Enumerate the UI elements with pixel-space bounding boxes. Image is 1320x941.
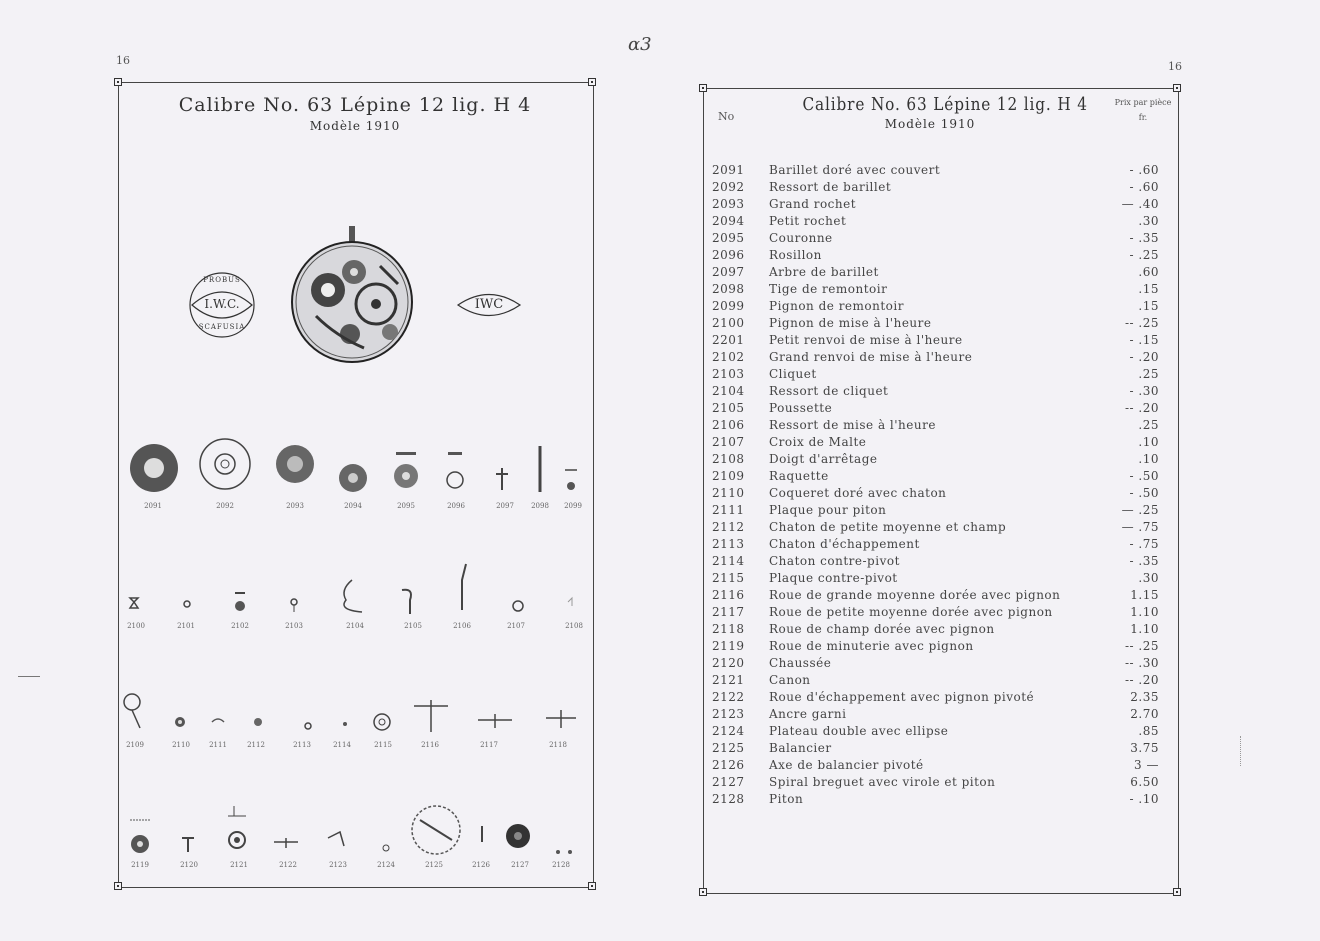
part-label: 2104	[346, 622, 364, 630]
part-price: - .75	[1129, 536, 1159, 551]
part-number: 2114	[712, 553, 745, 568]
part-label: 2128	[552, 861, 570, 869]
probus-scafusia-logo	[188, 271, 256, 339]
part-price: - .30	[1129, 383, 1159, 398]
part-price: .25	[1138, 417, 1159, 432]
part-number: 2100	[712, 315, 745, 330]
frame-corner	[588, 882, 596, 890]
part-label: 2111	[209, 741, 227, 749]
part-label: 2115	[374, 741, 392, 749]
table-row	[712, 399, 1159, 416]
scan-mark	[18, 676, 40, 677]
logo-bottom-text: SCAFUSIA	[198, 323, 246, 331]
part-price: - .35	[1129, 553, 1159, 568]
part-price: - .50	[1129, 468, 1159, 483]
part-name: Roue de champ dorée avec pignon	[769, 621, 995, 636]
part-name: Coqueret doré avec chaton	[769, 485, 947, 500]
parts-price-list	[712, 161, 1159, 807]
part-name: Ancre garni	[769, 706, 847, 721]
movement-illustration	[290, 226, 416, 366]
table-row	[712, 450, 1159, 467]
part-price: .10	[1138, 434, 1159, 449]
part-number: 2122	[712, 689, 745, 704]
part-price: - .60	[1129, 162, 1159, 177]
part-number: 2094	[712, 213, 745, 228]
table-row	[712, 348, 1159, 365]
parts-row-2-drawings	[124, 560, 584, 620]
logo-center-text: I.W.C.	[204, 297, 240, 311]
part-price: -- .20	[1124, 400, 1159, 415]
table-row	[712, 535, 1159, 552]
part-name: Doigt d'arrêtage	[769, 451, 878, 466]
part-name: Roue de petite moyenne dorée avec pignon	[769, 604, 1053, 619]
part-label: 2091	[144, 502, 162, 510]
part-name: Barillet doré avec couvert	[769, 162, 941, 177]
part-price: - .15	[1129, 332, 1159, 347]
part-name: Croix de Malte	[769, 434, 867, 449]
part-label: 2094	[344, 502, 362, 510]
part-price: .30	[1138, 213, 1159, 228]
part-price: -- .30	[1124, 655, 1159, 670]
part-label: 2093	[286, 502, 304, 510]
table-row	[712, 161, 1159, 178]
part-label: 2120	[180, 861, 198, 869]
part-price: 2.70	[1130, 706, 1159, 721]
part-number: 2115	[712, 570, 745, 585]
part-price: .15	[1138, 281, 1159, 296]
part-name: Pignon de mise à l'heure	[769, 315, 932, 330]
part-number: 2127	[712, 774, 745, 789]
part-price: 1.15	[1130, 587, 1159, 602]
part-name: Couronne	[769, 230, 833, 245]
part-number: 2105	[712, 400, 745, 415]
part-label: 2113	[293, 741, 311, 749]
table-row	[712, 552, 1159, 569]
part-number: 2093	[712, 196, 745, 211]
column-header-price	[1108, 98, 1178, 122]
part-label: 2119	[131, 861, 149, 869]
part-number: 2201	[712, 332, 745, 347]
part-label: 2106	[453, 622, 471, 630]
part-price: - .60	[1129, 179, 1159, 194]
part-name: Roue d'échappement avec pignon pivoté	[769, 689, 1035, 704]
part-price: .30	[1138, 570, 1159, 585]
frame-corner	[699, 888, 707, 896]
part-name: Cliquet	[769, 366, 817, 381]
part-number: 2128	[712, 791, 745, 806]
part-label: 2116	[421, 741, 439, 749]
right-page-title: Calibre No. 63 Lépine 12 lig. H 4	[802, 94, 1088, 115]
part-label: 2097	[496, 502, 514, 510]
part-name: Grand rochet	[769, 196, 857, 211]
part-price: — .75	[1121, 519, 1159, 534]
part-number: 2104	[712, 383, 745, 398]
iwc-eye-logo-text: IWC	[474, 297, 504, 312]
part-number: 2117	[712, 604, 745, 619]
part-label: 2112	[247, 741, 265, 749]
parts-row-1-drawings	[124, 438, 584, 508]
table-row	[712, 263, 1159, 280]
part-label: 2102	[231, 622, 249, 630]
table-row	[712, 416, 1159, 433]
part-number: 2096	[712, 247, 745, 262]
part-price: -- .25	[1124, 638, 1159, 653]
part-label: 2101	[177, 622, 195, 630]
part-label: 2114	[333, 741, 351, 749]
part-name: Roue de grande moyenne dorée avec pignon	[769, 587, 1061, 602]
part-price: .25	[1138, 366, 1159, 381]
part-price: .10	[1138, 451, 1159, 466]
part-label: 2096	[447, 502, 465, 510]
part-number: 2107	[712, 434, 745, 449]
part-number: 2112	[712, 519, 745, 534]
part-number: 2111	[712, 502, 745, 517]
part-name: Grand renvoi de mise à l'heure	[769, 349, 973, 364]
part-number: 2109	[712, 468, 745, 483]
part-price: - .35	[1129, 230, 1159, 245]
handwritten-page-mark: ɑ3	[628, 34, 652, 55]
table-row	[712, 518, 1159, 535]
table-row	[712, 297, 1159, 314]
part-name: Ressort de barillet	[769, 179, 892, 194]
part-price: -- .25	[1124, 315, 1159, 330]
part-price: 2.35	[1130, 689, 1159, 704]
part-name: Ressort de cliquet	[769, 383, 889, 398]
part-number: 2123	[712, 706, 745, 721]
table-row	[712, 790, 1159, 807]
table-row	[712, 569, 1159, 586]
part-label: 2121	[230, 861, 248, 869]
table-row	[712, 331, 1159, 348]
logo-top-text: PROBUS	[203, 276, 241, 284]
part-price: — .40	[1121, 196, 1159, 211]
part-number: 2091	[712, 162, 745, 177]
left-page-subtitle: Modèle 1910	[309, 119, 401, 133]
part-name: Plateau double avec ellipse	[769, 723, 949, 738]
part-price: -- .20	[1124, 672, 1159, 687]
table-row	[712, 178, 1159, 195]
part-label: 2092	[216, 502, 234, 510]
table-row	[712, 637, 1159, 654]
part-number: 2092	[712, 179, 745, 194]
part-label: 2127	[511, 861, 529, 869]
frame-corner	[114, 78, 122, 86]
part-name: Arbre de barillet	[769, 264, 879, 279]
parts-row-3-drawings	[118, 684, 588, 744]
table-row	[712, 195, 1159, 212]
part-label: 2107	[507, 622, 525, 630]
part-name: Chaton d'échappement	[769, 536, 920, 551]
frame-corner	[114, 882, 122, 890]
part-number: 2118	[712, 621, 745, 636]
parts-row-4-drawings	[120, 800, 580, 860]
part-label: 2108	[565, 622, 583, 630]
part-number: 2095	[712, 230, 745, 245]
part-price: - .25	[1129, 247, 1159, 262]
table-row	[712, 739, 1159, 756]
table-row	[712, 433, 1159, 450]
table-row	[712, 314, 1159, 331]
part-price: .85	[1138, 723, 1159, 738]
part-number: 2097	[712, 264, 745, 279]
table-row	[712, 280, 1159, 297]
table-row	[712, 688, 1159, 705]
table-row	[712, 382, 1159, 399]
table-row	[712, 773, 1159, 790]
part-name: Rosillon	[769, 247, 822, 262]
part-number: 2116	[712, 587, 745, 602]
table-row	[712, 365, 1159, 382]
part-label: 2123	[329, 861, 347, 869]
part-price: - .10	[1129, 791, 1159, 806]
part-price: — .25	[1121, 502, 1159, 517]
part-name: Raquette	[769, 468, 829, 483]
price-header-line1: Prix par pièce	[1114, 98, 1172, 107]
scan-mark	[1240, 736, 1242, 766]
part-label: 2103	[285, 622, 303, 630]
price-header-line2: fr.	[1138, 113, 1148, 122]
part-name: Plaque pour piton	[769, 502, 887, 517]
part-price: - .50	[1129, 485, 1159, 500]
part-name: Chaton contre-pivot	[769, 553, 900, 568]
part-name: Tige de remontoir	[769, 281, 888, 296]
part-name: Roue de minuterie avec pignon	[769, 638, 974, 653]
part-label: 2126	[472, 861, 490, 869]
part-number: 2099	[712, 298, 745, 313]
part-number: 2110	[712, 485, 745, 500]
part-label: 2109	[126, 741, 144, 749]
part-label: 2122	[279, 861, 297, 869]
part-number: 2121	[712, 672, 745, 687]
table-row	[712, 722, 1159, 739]
part-price: .15	[1138, 298, 1159, 313]
right-page-subtitle: Modèle 1910	[884, 117, 976, 131]
part-label: 2105	[404, 622, 422, 630]
table-row	[712, 705, 1159, 722]
frame-corner	[1173, 84, 1181, 92]
part-label: 2100	[127, 622, 145, 630]
part-number: 2120	[712, 655, 745, 670]
part-name: Piton	[769, 791, 804, 806]
part-name: Ressort de mise à l'heure	[769, 417, 936, 432]
table-row	[712, 229, 1159, 246]
part-price: 3 —	[1134, 757, 1159, 772]
part-label: 2098	[531, 502, 549, 510]
left-page-number: 16	[116, 54, 130, 67]
table-row	[712, 501, 1159, 518]
part-price: - .20	[1129, 349, 1159, 364]
part-name: Pignon de remontoir	[769, 298, 904, 313]
part-price: 1.10	[1130, 621, 1159, 636]
part-number: 2124	[712, 723, 745, 738]
part-number: 2119	[712, 638, 745, 653]
table-row	[712, 586, 1159, 603]
part-price: 3.75	[1130, 740, 1159, 755]
right-page-number: 16	[1168, 60, 1182, 73]
part-number: 2102	[712, 349, 745, 364]
part-price: .60	[1138, 264, 1159, 279]
part-number: 2125	[712, 740, 745, 755]
part-name: Petit rochet	[769, 213, 847, 228]
iwc-eye-logo	[456, 290, 522, 320]
part-name: Chaussée	[769, 655, 832, 670]
part-number: 2126	[712, 757, 745, 772]
part-label: 2117	[480, 741, 498, 749]
frame-corner	[1173, 888, 1181, 896]
part-number: 2103	[712, 366, 745, 381]
table-row	[712, 671, 1159, 688]
table-row	[712, 484, 1159, 501]
table-row	[712, 603, 1159, 620]
part-number: 2098	[712, 281, 745, 296]
part-name: Canon	[769, 672, 811, 687]
table-row	[712, 467, 1159, 484]
column-header-no: No	[718, 110, 735, 123]
left-page-title: Calibre No. 63 Lépine 12 lig. H 4	[178, 94, 532, 116]
part-price: 6.50	[1130, 774, 1159, 789]
part-number: 2113	[712, 536, 745, 551]
part-name: Axe de balancier pivoté	[769, 757, 924, 772]
frame-corner	[699, 84, 707, 92]
part-label: 2124	[377, 861, 395, 869]
table-row	[712, 654, 1159, 671]
table-row	[712, 756, 1159, 773]
frame-corner	[588, 78, 596, 86]
part-label: 2095	[397, 502, 415, 510]
part-number: 2106	[712, 417, 745, 432]
part-name: Petit renvoi de mise à l'heure	[769, 332, 963, 347]
table-row	[712, 620, 1159, 637]
part-name: Chaton de petite moyenne et champ	[769, 519, 1007, 534]
part-label: 2099	[564, 502, 582, 510]
part-price: 1.10	[1130, 604, 1159, 619]
table-row	[712, 212, 1159, 229]
part-label: 2125	[425, 861, 443, 869]
part-label: 2110	[172, 741, 190, 749]
part-name: Balancier	[769, 740, 832, 755]
part-number: 2108	[712, 451, 745, 466]
part-name: Plaque contre-pivot	[769, 570, 898, 585]
part-label: 2118	[549, 741, 567, 749]
table-row	[712, 246, 1159, 263]
part-name: Spiral breguet avec virole et piton	[769, 774, 996, 789]
part-name: Poussette	[769, 400, 833, 415]
